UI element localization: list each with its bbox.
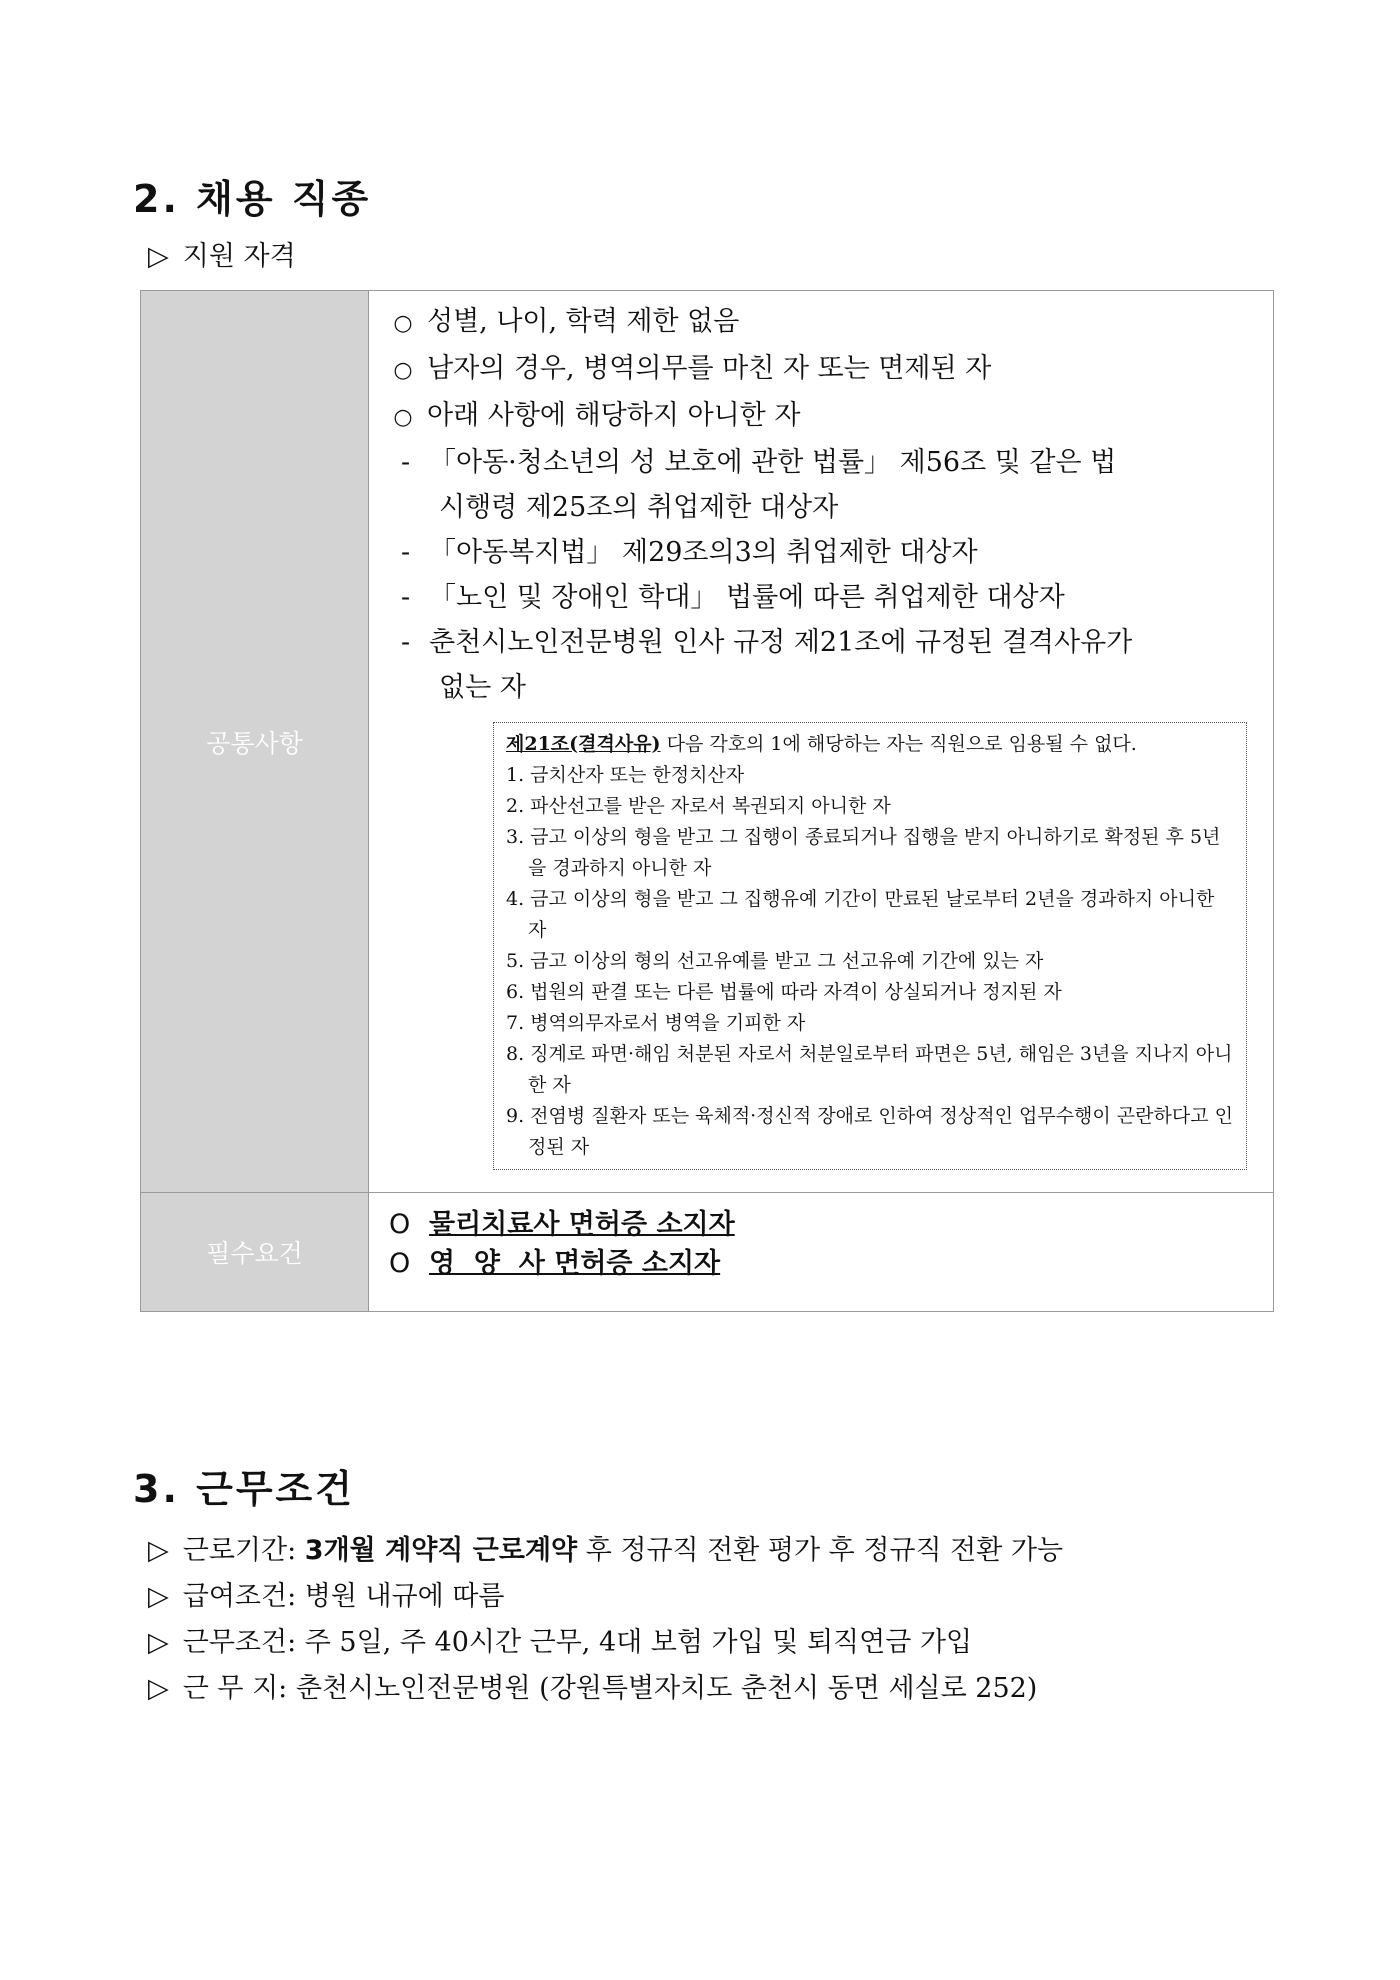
common-content-cell (369, 291, 1274, 1193)
dash-item (389, 620, 1261, 665)
rule-item: 5. 금고 이상의 형의 선고유예를 받고 그 선고유예 기간에 있는 자 (506, 950, 1044, 972)
triangle-bullet-icon: ▷ (148, 1673, 169, 1704)
rule-item: 6. 법원의 판결 또는 다른 법률에 따라 자격이 상실되거나 정지된 자 (506, 981, 1062, 1003)
period-label: 근로기간: (182, 1535, 305, 1566)
rule-item: 8. 징계로 파면·해임 처분된 자로서 처분일로부터 파면은 5년, 해임은 3년을 지나지 아니한 자 (506, 1043, 1233, 1096)
required-row (141, 1193, 1274, 1312)
condition-salary (148, 1574, 505, 1613)
location-text: 근 무 지: 춘천시노인전문병원 (강원특별자치도 춘천시 동면 세실로 252) (182, 1673, 1038, 1704)
rule-intro-text: 다음 각호의 1에 해당하는 자는 직원으로 임용될 수 없다. (660, 733, 1137, 755)
dash-item-text: 「아동·청소년의 성 보호에 관한 법률」 제56조 및 같은 법 (429, 447, 1117, 478)
dash-item-continuation: 시행령 제25조의 취업제한 대상자 (439, 492, 839, 523)
common-item-text: 성별, 나이, 학력 제한 없음 (427, 306, 740, 337)
rule-item: 4. 금고 이상의 형을 받고 그 집행유예 기간이 만료된 날로부터 2년을 경과하지 아니한 자 (506, 888, 1215, 941)
required-item (389, 1205, 1261, 1244)
period-bold: 3개월 계약직 근로계약 (304, 1535, 578, 1566)
condition-work (148, 1620, 972, 1659)
dash-bullet-icon: - (401, 537, 411, 568)
section-2-title: 2. 채용 직종 (133, 177, 372, 221)
required-item (389, 1244, 1261, 1283)
qualification-table (140, 290, 1274, 1312)
rule-item: 7. 병역의무자로서 병역을 기피한 자 (506, 1012, 806, 1034)
circle-bullet-icon: O (389, 1248, 411, 1279)
dash-item (389, 440, 1261, 485)
circle-bullet-icon: O (389, 1209, 411, 1240)
rule-title: 제21조(결격사유) (506, 733, 661, 755)
required-label-cell (141, 1193, 369, 1312)
condition-location (148, 1666, 1037, 1705)
required-content-cell (369, 1193, 1274, 1312)
common-item (389, 393, 1261, 440)
triangle-bullet-icon: ▷ (148, 241, 169, 272)
dash-item-text: 춘천시노인전문병원 인사 규정 제21조에 규정된 결격사유가 (429, 627, 1133, 658)
rule-item: 9. 전염병 질환자 또는 육체적·정신적 장애로 인하여 정상적인 업무수행이 곤란하다고 인정된 자 (506, 1105, 1233, 1158)
section-3-title: 3. 근무조건 (133, 1467, 355, 1511)
triangle-bullet-icon: ▷ (148, 1581, 169, 1612)
circle-bullet-icon: ○ (393, 405, 413, 430)
required-item-text: 물리치료사 면허증 소지자 (429, 1209, 735, 1240)
period-rest: 후 정규직 전환 평가 후 정규직 전환 가능 (577, 1535, 1064, 1566)
work-text: 근무조건: 주 5일, 주 40시간 근무, 4대 보험 가입 및 퇴직연금 가입 (182, 1627, 973, 1658)
rule-item: 1. 금치산자 또는 한정치산자 (506, 764, 745, 786)
circle-bullet-icon: ○ (393, 311, 413, 336)
required-item-text: 영 양 사 면허증 소지자 (429, 1248, 721, 1279)
dash-item-text: 「아동복지법」 제29조의3의 취업제한 대상자 (429, 537, 978, 568)
condition-period (148, 1528, 1063, 1567)
dash-item-text: 「노인 및 장애인 학대」 법률에 따른 취업제한 대상자 (429, 582, 1065, 613)
dash-bullet-icon: - (401, 582, 411, 613)
common-item (389, 299, 1261, 346)
common-label-cell (141, 291, 369, 1193)
disqualification-rule-box (493, 722, 1247, 1170)
dash-item-continuation: 없는 자 (439, 672, 526, 703)
subheading-text: 지원 자격 (182, 241, 296, 272)
dash-bullet-icon: - (401, 447, 411, 478)
rule-item: 2. 파산선고를 받은 자로서 복권되지 아니한 자 (506, 795, 891, 817)
dash-item (389, 575, 1261, 620)
dash-item (389, 530, 1261, 575)
circle-bullet-icon: ○ (393, 358, 413, 383)
triangle-bullet-icon: ▷ (148, 1627, 169, 1658)
salary-text: 급여조건: 병원 내규에 따름 (182, 1581, 505, 1612)
triangle-bullet-icon: ▷ (148, 1535, 169, 1566)
dash-bullet-icon: - (401, 627, 411, 658)
subheading-qualification (148, 234, 296, 273)
required-label: 필수요건 (206, 1239, 303, 1268)
rule-item: 3. 금고 이상의 형을 받고 그 집행이 종료되거나 집행을 받지 아니하기로 확정된 후 5년을 경과하지 아니한 자 (506, 826, 1221, 879)
common-item-text: 아래 사항에 해당하지 아니한 자 (427, 400, 801, 431)
common-row (141, 291, 1274, 1193)
common-label: 공통사항 (206, 728, 303, 758)
rule-intro (506, 729, 1236, 760)
common-item-text: 남자의 경우, 병역의무를 마친 자 또는 면제된 자 (427, 353, 992, 384)
common-item (389, 346, 1261, 393)
